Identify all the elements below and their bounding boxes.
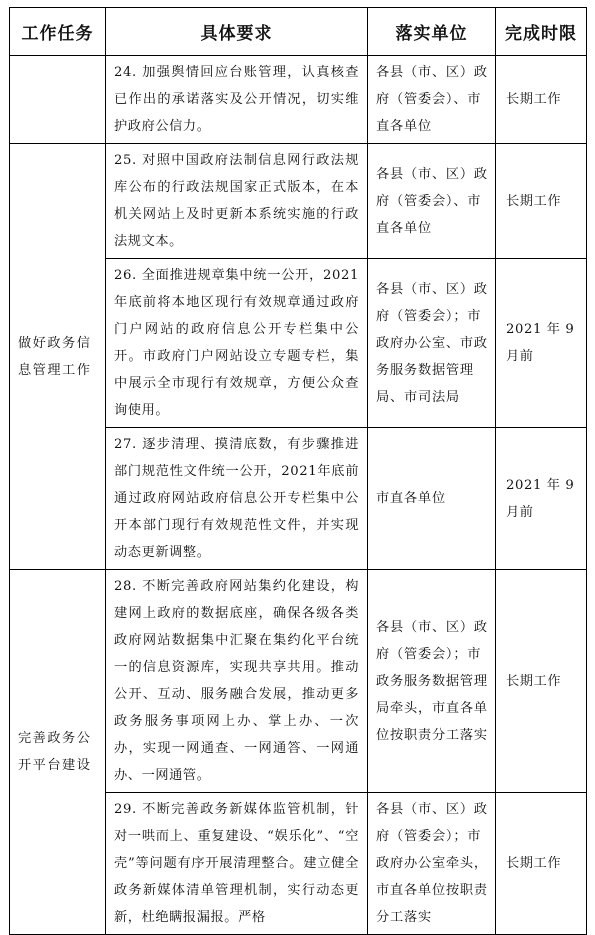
task-cell: 做好政务信息管理工作 [10, 144, 106, 570]
unit-cell: 各县（市、区）政府（管委会）、市直各单位 [368, 56, 496, 144]
requirement-cell: 29. 不断完善政务新媒体监管机制，针对一哄而上、重复建设、“娱乐化”、“空壳”等问题有序开展清理整合。建立健全政务新媒体清单管理机制，实行动态更新，杜绝瞒报漏报。严格 [106, 793, 368, 935]
header-unit: 落实单位 [368, 8, 496, 56]
unit-cell: 各县（市、区）政府（管委会）；市政府办公室、市政务服务数据管理局、市司法局 [368, 259, 496, 428]
unit-cell: 各县（市、区）政府（管委会）；市政务服务数据管理局牵头，市直各单位按职责分工落实 [368, 570, 496, 793]
table-row [10, 144, 587, 259]
deadline-cell: 2021 年 9 月前 [496, 428, 587, 570]
unit-cell: 各县（市、区）政府（管委会）、市直各单位 [368, 144, 496, 259]
unit-cell: 市直各单位 [368, 428, 496, 570]
task-cell: 完善政务公开平台建设 [10, 570, 106, 935]
header-task: 工作任务 [10, 8, 106, 56]
deadline-cell: 长期工作 [496, 793, 587, 935]
table-row [10, 570, 587, 793]
work-task-table [9, 7, 587, 935]
table-header-row [10, 8, 587, 56]
deadline-cell: 2021 年 9 月前 [496, 259, 587, 428]
unit-cell: 各县（市、区）政府（管委会）；市政府办公室牵头，市直各单位按职责分工落实 [368, 793, 496, 935]
header-requirement: 具体要求 [106, 8, 368, 56]
table-row [10, 56, 587, 144]
deadline-cell: 长期工作 [496, 570, 587, 793]
task-cell-continued [10, 56, 106, 144]
deadline-cell: 长期工作 [496, 144, 587, 259]
requirement-cell: 28. 不断完善政府网站集约化建设，构建网上政府的数据底座，确保各级各类政府网站数据集中汇聚在集约化平台统一的信息资源库，实现共享共用。推动公开、互动、服务融合发展，推动更多政务服务事项网上办、掌上办、一次办，实现一网通查、一网通答、一网通办、一网通管。 [106, 570, 368, 793]
requirement-cell: 26. 全面推进规章集中统一公开，2021年底前将本地区现行有效规章通过政府门户网站的政府信息公开专栏集中公开。市政府门户网站设立专题专栏，集中展示全市现行有效规章，方便公众查询使用。 [106, 259, 368, 428]
requirement-cell: 24. 加强舆情回应台账管理，认真核查已作出的承诺落实及公开情况，切实维护政府公信力。 [106, 56, 368, 144]
requirement-cell: 25. 对照中国政府法制信息网行政法规库公布的行政法规国家正式版本，在本机关网站上及时更新本系统实施的行政法规文本。 [106, 144, 368, 259]
requirement-cell: 27. 逐步清理、摸清底数，有步骤推进部门规范性文件统一公开，2021年底前通过政府网站政府信息公开专栏集中公开本部门现行有效规范性文件，并实现动态更新调整。 [106, 428, 368, 570]
header-deadline: 完成时限 [496, 8, 587, 56]
deadline-cell: 长期工作 [496, 56, 587, 144]
